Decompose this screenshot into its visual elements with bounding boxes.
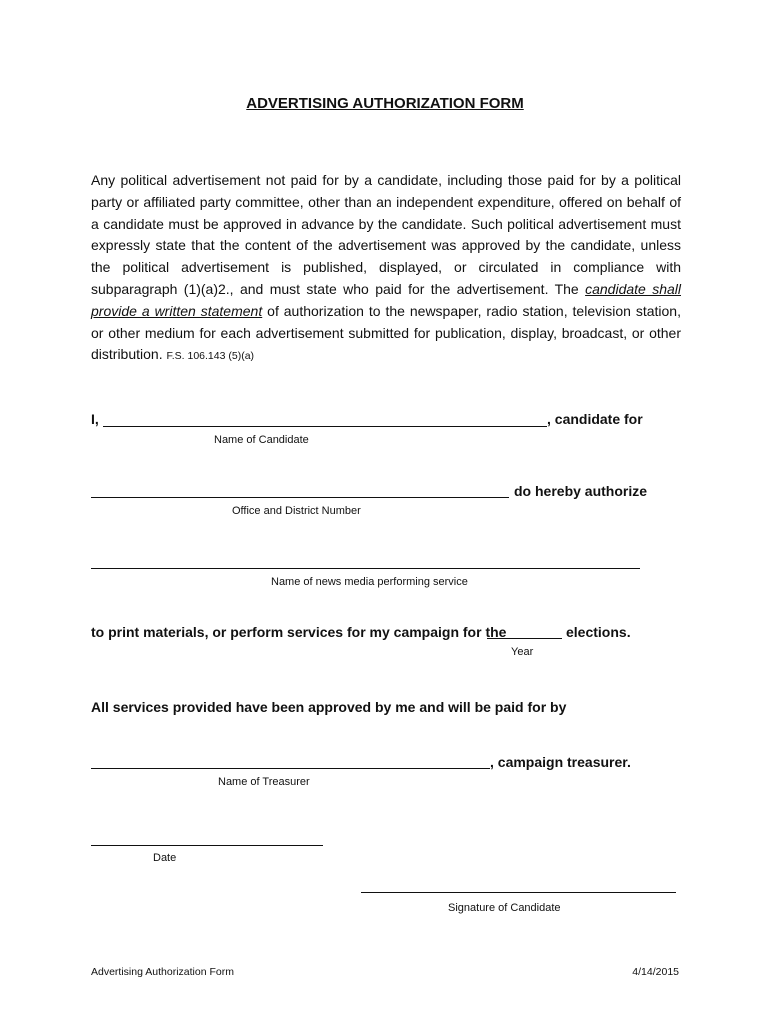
candidate-name-caption: Name of Candidate — [214, 434, 309, 446]
office-district-caption: Office and District Number — [232, 505, 361, 517]
treasurer-suffix: , campaign treasurer. — [490, 754, 631, 770]
news-media-caption: Name of news media performing service — [271, 576, 468, 588]
approval-statement: All services provided have been approved by me and will be paid for by — [91, 699, 567, 715]
signature-caption: Signature of Candidate — [448, 902, 561, 914]
signature-field[interactable] — [361, 892, 676, 893]
date-field[interactable] — [91, 845, 323, 846]
paragraph-emphasis: candidate shall provide a written statement — [91, 280, 681, 319]
statute-citation: F.S. 106.143 (5)(a) — [166, 350, 255, 363]
footer-date: 4/14/2015 — [632, 966, 679, 978]
office-suffix: do hereby authorize — [514, 483, 648, 499]
candidate-name-field[interactable] — [103, 426, 547, 427]
year-caption: Year — [511, 646, 534, 658]
candidate-prefix: I, — [91, 411, 99, 427]
news-media-field[interactable] — [91, 568, 640, 569]
election-year-field[interactable] — [487, 638, 562, 639]
paragraph-text-1: Any political advertisement not paid for by a candidate, including those paid for by a political party or affiliated party committee, other than an independent expenditure, offered on behalf of a candidate must be approved in advance by the candidate. Such political advertisement must expressly state that the content of the advertisement was approved by the candidate, unless the political advertisement is published, displayed, or circulated in compliance with subparagraph (1)(a)2., and must state who paid for the advertisement. The — [91, 172, 681, 297]
footer-form-name: Advertising Authorization Form — [91, 966, 234, 978]
paragraph-text-2: of authorization to the newspaper, radio station, television station, or other medium for each advertisement submitted for publication, display, broadcast, or other distribution. — [91, 302, 681, 363]
print-suffix: elections. — [566, 624, 631, 640]
date-caption: Date — [153, 852, 177, 864]
treasurer-name-field[interactable] — [91, 768, 490, 769]
print-statement: to print materials, or perform services for my campaign for the — [91, 624, 507, 640]
office-district-field[interactable] — [91, 497, 509, 498]
instructions-paragraph — [91, 170, 681, 368]
treasurer-caption: Name of Treasurer — [218, 776, 310, 788]
form-title: ADVERTISING AUTHORIZATION FORM — [246, 95, 524, 112]
candidate-suffix: , candidate for — [547, 411, 643, 427]
